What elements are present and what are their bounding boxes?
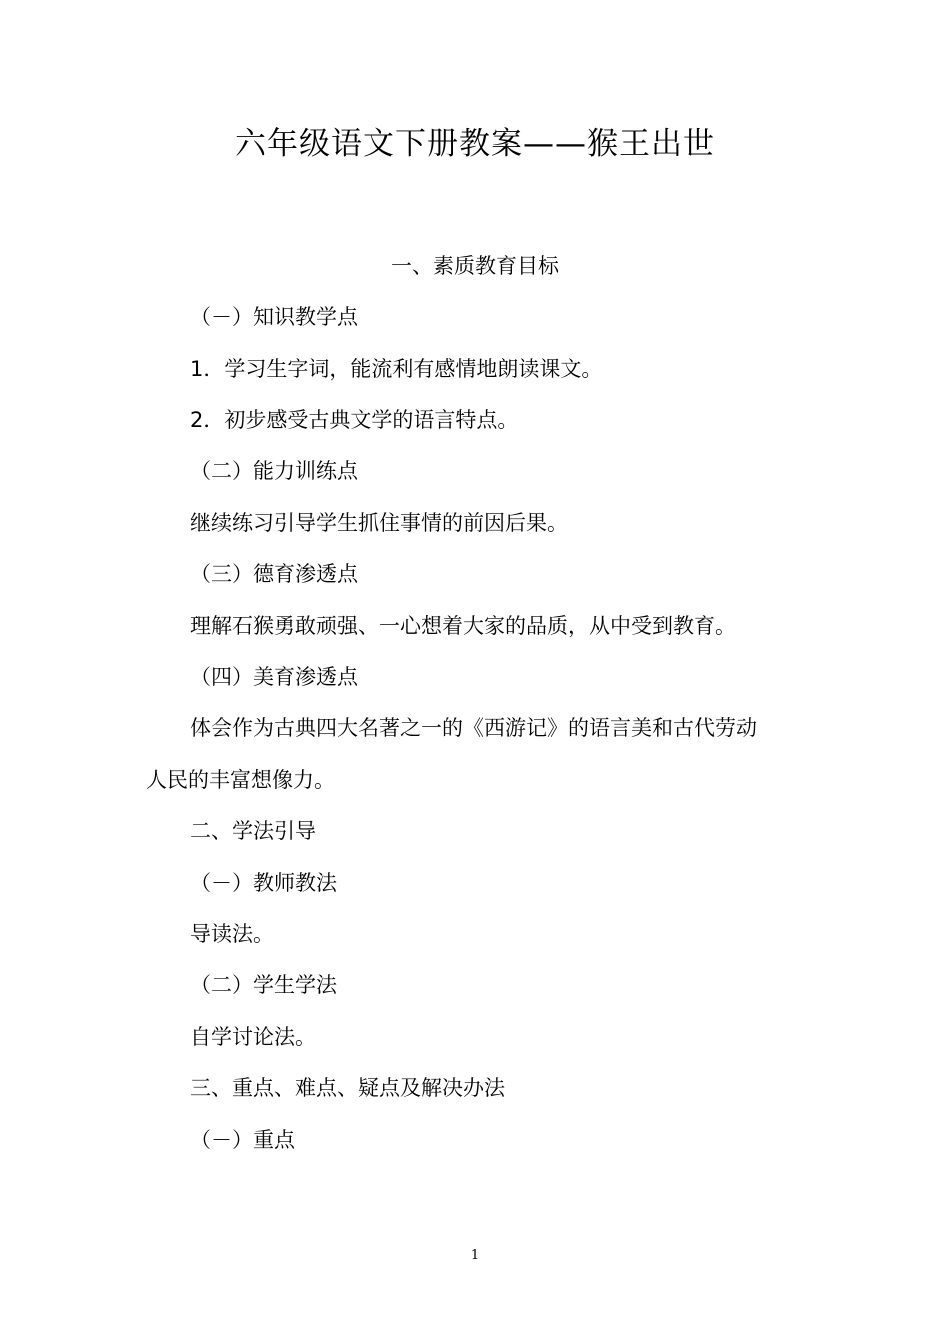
subheading-student-method: （二）学生学法 [190,973,337,997]
paragraph: 自学讨论法。 [190,1025,316,1049]
paragraph: 继续练习引导学生抓住事情的前因后果。 [190,511,568,535]
subheading-key-point: （－）重点 [190,1128,295,1152]
subheading-teacher-method: （－）教师教法 [190,871,337,895]
paragraph: 体会作为古典四大名著之一的《西游记》的语言美和古代劳动 [190,716,757,740]
subheading-ability-points: （二）能力训练点 [190,459,358,483]
paragraph: 2．初步感受古典文学的语言特点。 [190,408,519,432]
subheading-moral-points: （三）德育渗透点 [190,562,358,586]
section-heading-study-guidance: 二、学法引导 [190,819,316,843]
section-heading-objectives: 一、素质教育目标 [391,254,559,278]
paragraph: 导读法。 [190,922,274,946]
subheading-knowledge-points: （－）知识教学点 [190,305,358,329]
document-title: 六年级语文下册教案——猴王出世 [235,126,715,162]
paragraph: 1．学习生字词，能流利有感情地朗读课文。 [190,357,603,381]
page-number: 1 [470,1248,480,1263]
paragraph: 理解石猴勇敢顽强、一心想着大家的品质，从中受到教育。 [190,614,736,638]
section-heading-key-points: 三、重点、难点、疑点及解决办法 [190,1076,505,1100]
paragraph-continuation: 人民的丰富想像力。 [146,768,335,792]
subheading-aesthetic-points: （四）美育渗透点 [190,665,358,689]
